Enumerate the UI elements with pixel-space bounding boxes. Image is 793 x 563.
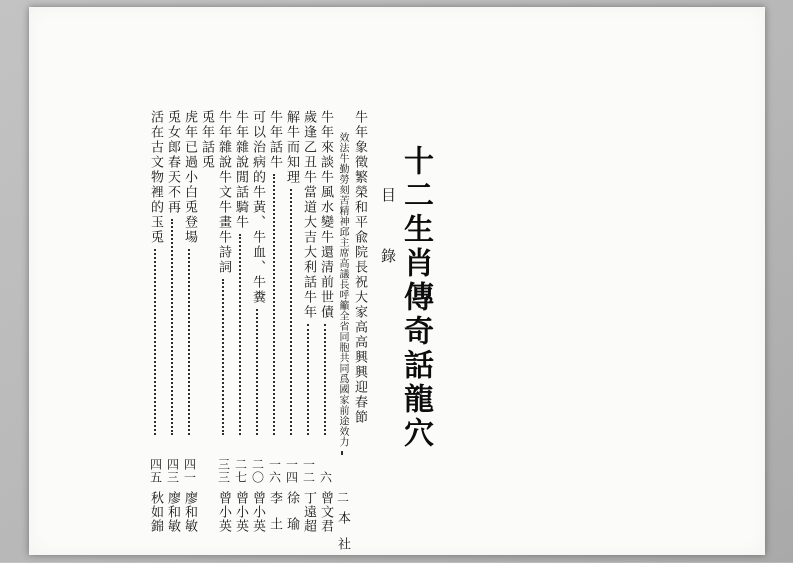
dot-leader [171, 219, 173, 435]
page-number: 六 [318, 471, 333, 484]
entry-title: 牛年話牛 [267, 110, 282, 170]
author-name: 曾小英 [233, 491, 248, 533]
author-name: 曾小英 [250, 491, 265, 533]
page-number: 四三 [165, 458, 180, 484]
author-name: 曾小英 [216, 491, 231, 533]
author-name: 李土 [267, 491, 282, 543]
toc-entry [181, 110, 197, 537]
dot-leader [239, 234, 241, 435]
entry-title: 活在古文物裡的玉兎 [148, 110, 163, 245]
dot-leader [222, 279, 224, 435]
author-name: 本社 [335, 511, 350, 563]
page-number: 二七 [233, 458, 248, 484]
dot-leader [256, 309, 258, 435]
dot-leader [290, 189, 292, 435]
page-number: 一六 [267, 458, 282, 484]
entry-title: 兎女郎春天不再 [165, 110, 180, 215]
dot-leader [341, 451, 343, 455]
entry-title: 可以治病的牛黃、牛血、牛糞 [250, 110, 265, 305]
author-name: 廖和敏 [182, 491, 197, 533]
toc-entry [283, 110, 299, 543]
entry-title: 虎年已過小白兎登場 [182, 110, 197, 245]
entry-title: 牛年象徵繁榮和平兪院長祝大家高高興興迎春節 [352, 110, 367, 425]
dot-leader [307, 324, 309, 435]
toc-entry [249, 110, 265, 537]
author-name: 徐瑜 [284, 491, 299, 543]
toc-entry [215, 110, 231, 537]
toc-entry [351, 110, 367, 537]
author-name: 廖和敏 [165, 491, 180, 533]
toc-entry [334, 110, 350, 563]
toc-entry [266, 110, 282, 543]
dot-leader [188, 249, 190, 435]
toc-section-header [198, 110, 214, 537]
entry-title: 兎年話兎 [199, 110, 214, 170]
entry-title: 效法牛勤勞刻苦精神邱主席高議長呼籲全省同胞共同爲國家前途效力 [337, 132, 348, 447]
dot-leader [273, 174, 275, 435]
toc-entry [300, 110, 316, 537]
toc-label: 目錄 [379, 187, 397, 309]
page-number: 二 [335, 491, 350, 504]
page-number: 四一 [182, 458, 197, 484]
entry-title: 牛年來談牛風水變牛還清前世債 [318, 110, 333, 320]
entry-title: 牛年雜說牛文牛畫牛詩詞 [216, 110, 231, 275]
dot-leader [154, 249, 156, 435]
toc-entry [317, 110, 333, 537]
entry-title: 歲逢乙丑牛當道大吉大利話牛年 [301, 110, 316, 320]
page-title: 十二生肖傳奇話龍穴 [398, 145, 433, 451]
page-number: 二〇 [250, 458, 265, 484]
page-number: 一二 [301, 458, 316, 484]
page-number: 一四 [284, 458, 299, 484]
entry-title: 牛年雜說閒話騎牛 [233, 110, 248, 230]
toc-entry [232, 110, 248, 537]
author-name: 曾文君 [318, 491, 333, 533]
page-number: 三三 [216, 458, 231, 484]
author-name: 丁遠超 [301, 491, 316, 533]
toc-entry [164, 110, 180, 537]
author-name: 秋如錦 [148, 491, 163, 533]
toc-entry [147, 110, 163, 537]
page-number: 四五 [148, 458, 163, 484]
entry-title: 解牛而知理 [284, 110, 299, 185]
toc-entries [147, 110, 367, 563]
dot-leader [324, 324, 326, 435]
scanned-page [29, 7, 765, 563]
